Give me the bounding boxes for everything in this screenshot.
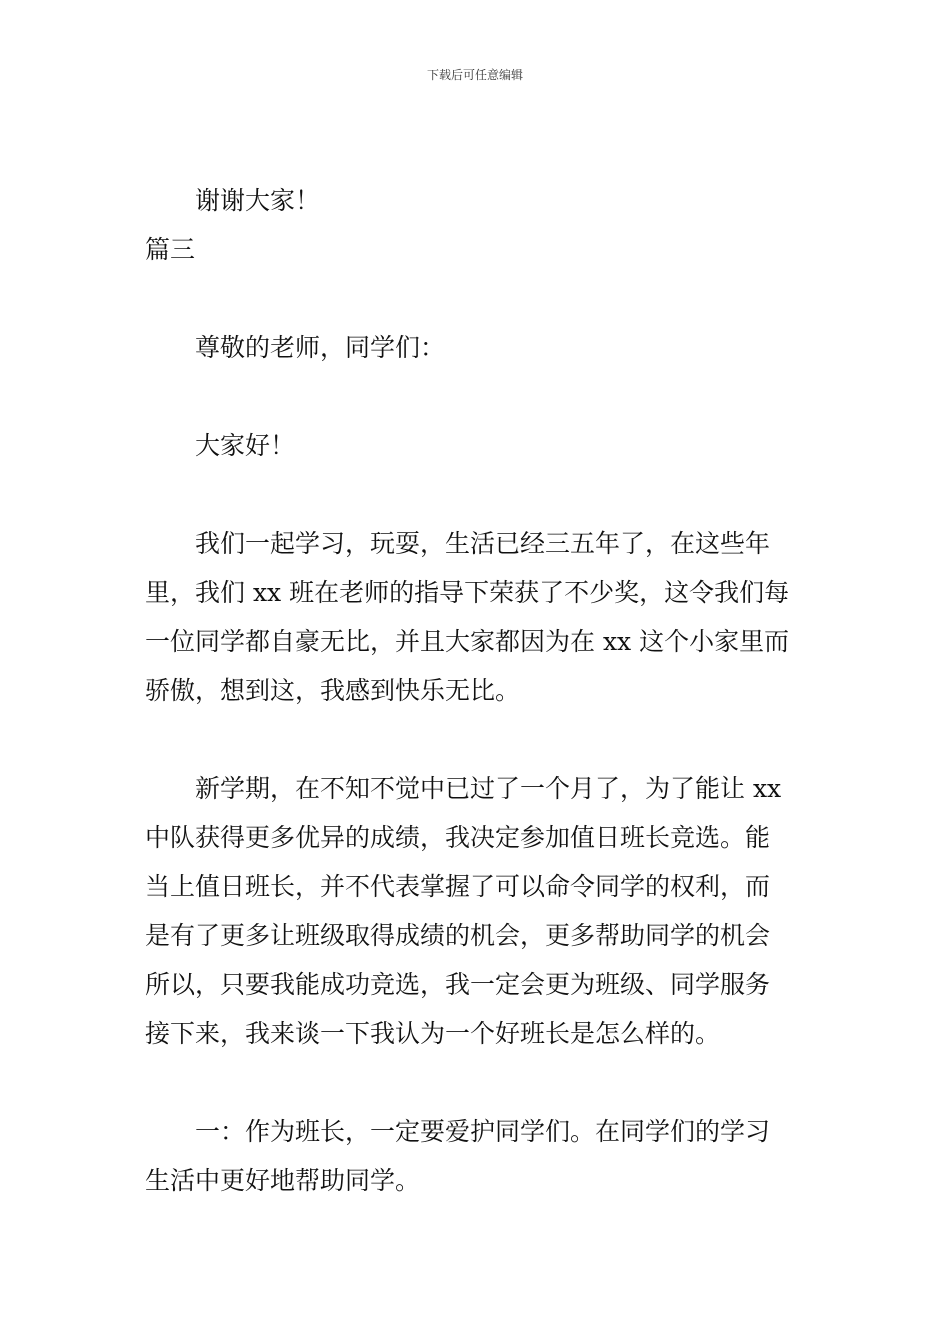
paragraph-line: 中队获得更多优异的成绩，我决定参加值日班长竞选。能 [145,823,771,852]
paragraph-line: 一位同学都自豪无比，并且大家都因为在 xx 这个小家里而 [145,627,790,656]
document-body [145,176,810,1205]
paragraph-1 [145,519,810,715]
paragraph-line: 新学期，在不知不觉中已过了一个月了，为了能让 xx [195,774,782,803]
page-header: 下载后可任意编辑 [426,68,523,82]
paragraph-line: 所以，只要我能成功竞选，我一定会更为班级、同学服务 [145,970,771,999]
paragraph-line: 骄傲，想到这，我感到快乐无比。 [145,676,521,705]
paragraph-3 [145,1107,810,1205]
paragraph-line: 是有了更多让班级取得成绩的机会，更多帮助同学的机会 [145,921,771,950]
paragraph-line: 接下来，我来谈一下我认为一个好班长是怎么样的。 [145,1019,721,1048]
salutation: 尊敬的老师，同学们： [195,333,446,362]
closing-thanks: 谢谢大家！ [195,186,321,215]
paragraph-line: 当上值日班长，并不代表掌握了可以命令同学的权利，而 [145,872,771,901]
paragraph-line: 生活中更好地帮助同学。 [145,1166,421,1195]
paragraph-line: 一：作为班长，一定要爱护同学们。在同学们的学习 [195,1117,771,1146]
paragraph-line: 我们一起学习，玩耍，生活已经三五年了，在这些年 [195,529,771,558]
greeting: 大家好！ [195,431,296,460]
section-title: 篇三 [145,235,196,264]
paragraph-line: 里，我们 xx 班在老师的指导下荣获了不少奖，这令我们每 [145,578,790,607]
paragraph-2 [145,764,810,1058]
